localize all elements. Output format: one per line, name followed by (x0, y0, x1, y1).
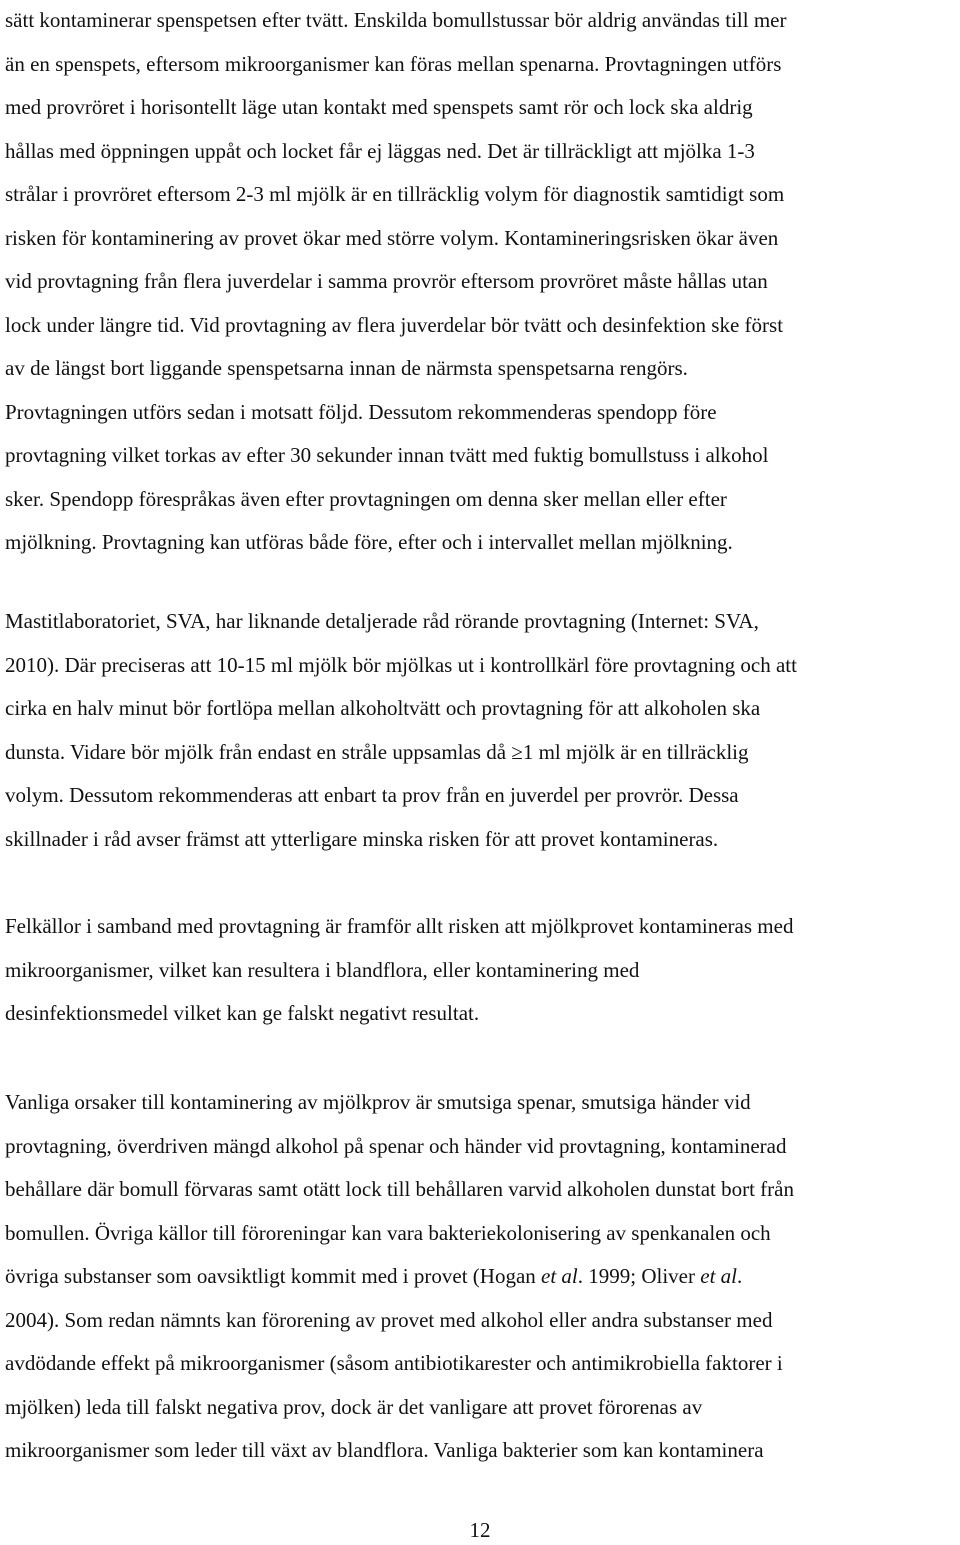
text-line: provtagning, överdriven mängd alkohol på spenar och händer vid provtagning, kontaminerad (5, 1133, 787, 1158)
text-line: dunsta. Vidare bör mjölk från endast en stråle uppsamlas då ≥1 ml mjölk är en tillräcklig (5, 739, 749, 764)
page-number: 12 (469, 1518, 491, 1542)
text-line: 2004). Som redan nämnts kan förorening av provet med alkohol eller andra substanser med (5, 1307, 773, 1332)
text-line: risken för kontaminering av provet ökar med större volym. Kontamineringsrisken ökar även (5, 225, 779, 250)
text-line: cirka en halv minut bör fortlöpa mellan alkoholtvätt och provtagning för att alkoholen ska (5, 696, 761, 720)
text-line: vid provtagning från flera juverdelar i samma provrör eftersom provröret måste hållas utan (5, 269, 768, 293)
text-line: sker. Spendopp förespråkas även efter provtagningen om denna sker mellan eller efter (5, 486, 727, 511)
text-segment: . 1999; Oliver (577, 1264, 701, 1288)
citation-et-al: et al (541, 1264, 578, 1288)
paragraph-contamination-causes (5, 1081, 794, 1473)
text-line: bomullen. Övriga källor till föroreningar kan vara bakteriekolonisering av spenkanalen och (5, 1220, 771, 1245)
text-line: med provröret i horisontellt läge utan kontakt med spenspets samt rör och lock ska aldrig (5, 95, 753, 119)
text-line: desinfektionsmedel vilket kan ge falskt negativt resultat. (5, 1001, 480, 1025)
text-line: provtagning vilket torkas av efter 30 sekunder innan tvätt med fuktig bomullstuss i alkohol (5, 443, 769, 467)
text-line: skillnader i råd avser främst att ytterligare minska risken för att provet kontamineras. (5, 826, 719, 851)
text-line: lock under längre tid. Vid provtagning av flera juverdelar bör tvätt och desinfektion ske först (5, 312, 784, 337)
text-line: Felkällor i samband med provtagning är framför allt risken att mjölkprovet kontamineras med (5, 914, 794, 938)
text-line: strålar i provröret eftersom 2-3 ml mjölk är en tillräcklig volym för diagnostik samtidigt som (5, 182, 785, 206)
text-line: volym. Dessutom rekommenderas att enbart ta prov från en juverdel per provrör. Dessa (5, 783, 739, 807)
text-line: mjölkning. Provtagning kan utföras både före, efter och i intervallet mellan mjölkning. (5, 530, 733, 554)
text-segment: . (737, 1264, 743, 1288)
text-line: mikroorganismer som leder till växt av blandflora. Vanliga bakterier som kan kontaminera (5, 1438, 764, 1462)
text-line: mjölken) leda till falskt negativa prov, dock är det vanligare att provet förorenas av (5, 1394, 703, 1419)
text-line: än en spenspets, eftersom mikroorganismer kan föras mellan spenarna. Provtagningen utförs (5, 51, 782, 76)
text-segment: övriga substanser som oavsiktligt kommit med i provet (Hogan (5, 1264, 542, 1288)
text-line: behållare där bomull förvaras samt otätt lock till behållaren varvid alkoholen dunstat bort från (5, 1177, 794, 1201)
text-line: hållas med öppningen uppåt och locket får ej läggas ned. Det är tillräckligt att mjölka 1-3 (5, 138, 755, 163)
text-line: Provtagningen utförs sedan i motsatt följd. Dessutom rekommenderas spendopp före (5, 399, 717, 424)
text-line: av de längst bort liggande spenspetsarna innan de närmsta spenspetsarna rengörs. (5, 356, 688, 380)
text-line: 2010). Där preciseras att 10-15 ml mjölk bör mjölkas ut i kontrollkärl före provtagning och att (5, 652, 797, 677)
text-line: sätt kontaminerar spenspetsen efter tvätt. Enskilda bomullstussar bör aldrig användas till mer (5, 8, 787, 32)
paragraph-sva-advice (5, 600, 797, 861)
text-line: Vanliga orsaker till kontaminering av mjölkprov är smutsiga spenar, smutsiga händer vid (5, 1090, 751, 1114)
text-line: mikroorganismer, vilket kan resultera i blandflora, eller kontaminering med (5, 957, 640, 982)
text-line: avdödande effekt på mikroorganismer (såsom antibiotikarester och antimikrobiella faktorer i (5, 1351, 783, 1375)
paragraph-sampling-procedure (5, 0, 786, 565)
text-line: Mastitlaboratoriet, SVA, har liknande detaljerade råd rörande provtagning (Internet: SVA, (5, 609, 759, 633)
text-line-with-citations (5, 1255, 794, 1299)
citation-et-al: et al (700, 1264, 737, 1288)
paragraph-error-sources (5, 905, 793, 1036)
